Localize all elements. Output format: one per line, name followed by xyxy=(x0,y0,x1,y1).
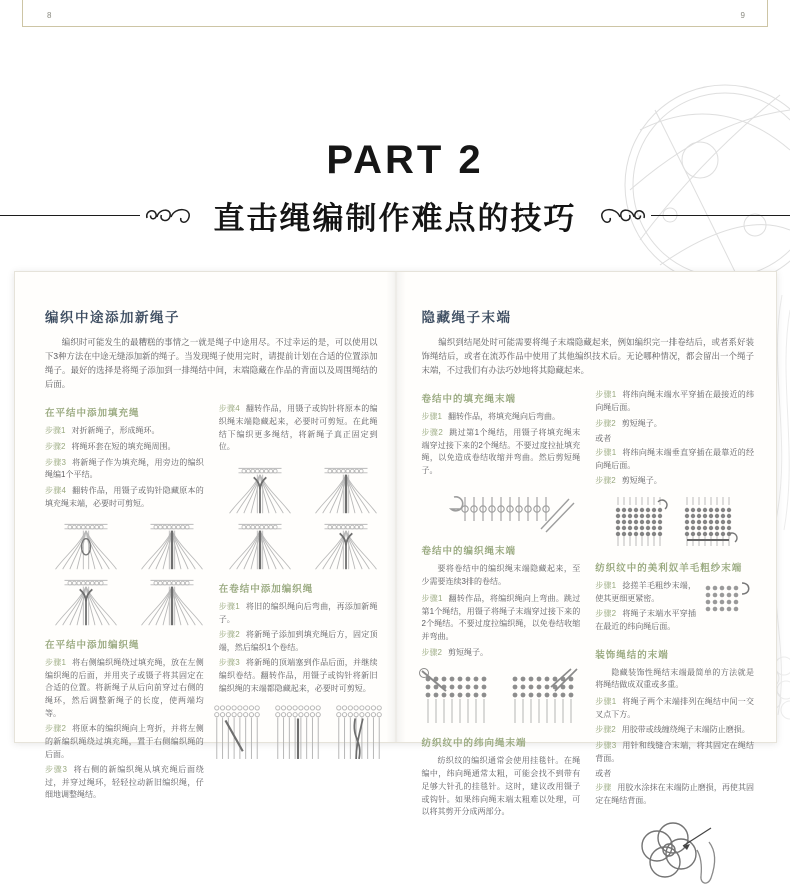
woven-square-row xyxy=(595,496,754,550)
square-knot-diagram-icon xyxy=(307,519,385,571)
step-label: 步骤4 xyxy=(219,404,240,413)
step-label: 步骤1 xyxy=(422,594,443,603)
step-item xyxy=(219,403,378,454)
scroll-flourish-icon xyxy=(595,204,647,228)
square-knot-diagram-grid xyxy=(221,463,376,571)
step-text: 用胶带或线缠绕绳子末端防止磨损。 xyxy=(622,725,750,734)
right-book-page xyxy=(396,272,777,742)
left-page-col1 xyxy=(45,403,204,805)
page-number-left: 8 xyxy=(47,11,51,20)
square-knot-diagram-icon xyxy=(307,463,385,515)
step-label: 步骤 xyxy=(595,783,611,792)
step-text: 将右侧编织绳绕过填充绳，放在左侧编织绳的后面，并用夹子或镊子将其固定在合适的位置。将新绳子从后向前穿过右侧的绳环，然后调整新绳子的长度，使两端均等。 xyxy=(45,658,204,718)
right-page-intro: 编织到结尾处时可能需要将绳子末端隐藏起来，例如编织完一排卷结后，或者系好装饰绳结后，或者在流苏作品中使用了其他编织技术后。无论哪种情况，都会留出一个绳子末端，不过我们有办法巧妙地将其隐藏起来。 xyxy=(422,335,755,377)
decorative-knot-icon xyxy=(625,875,725,892)
step-text: 剪短绳子。 xyxy=(622,419,662,428)
alternative-label: 或者 xyxy=(595,768,754,779)
step-text: 将新绳子添加到填充绳后方，固定顶端，然后编织1个卷结。 xyxy=(219,630,378,652)
step-label: 步骤4 xyxy=(45,486,66,495)
section-title: 在平结中添加填充绳 xyxy=(45,405,204,419)
step-label: 步骤2 xyxy=(219,630,240,639)
step-label: 步骤2 xyxy=(595,476,615,485)
part-title-row xyxy=(0,193,790,238)
square-knot-diagram-icon xyxy=(221,463,299,515)
step-item xyxy=(422,593,581,644)
section-note: 纺织纹的编织通常会使用挂毯针。在绳编中，纬向绳通常太粗，可能会找不到带有足够大针孔的挂毯针。这时，建议改用镊子或钩针。如果纬向绳末端太粗难以处理，可以将其剪开分成两部分。 xyxy=(422,755,581,819)
section-title: 纺织纹中的纬向绳末端 xyxy=(422,735,581,749)
step-label: 步骤3 xyxy=(595,741,616,750)
square-knot-diagram-icon xyxy=(133,575,211,627)
step-label: 步骤2 xyxy=(422,428,443,437)
photo-frame xyxy=(22,0,768,27)
step-label: 步骤1 xyxy=(595,697,616,706)
clove-hitch-panel-icon xyxy=(272,703,324,761)
right-page-columns xyxy=(422,389,755,891)
step-label: 步骤2 xyxy=(45,724,66,733)
step-item xyxy=(45,457,204,482)
clove-panel-icon xyxy=(505,667,583,725)
step-text: 对折新绳子，形成绳环。 xyxy=(71,426,159,435)
step-item xyxy=(422,647,581,660)
step-label: 步骤2 xyxy=(595,609,616,618)
page-number-right: 9 xyxy=(741,11,745,20)
step-text: 将绳子末端水平穿插在最近的纬向绳后面。 xyxy=(595,609,696,631)
hook-chain-diagram xyxy=(422,485,581,533)
alternative-label: 或者 xyxy=(595,433,754,444)
step-label: 步骤1 xyxy=(45,658,66,667)
step-item xyxy=(45,657,204,720)
section-title: 卷结中的填充绳末端 xyxy=(422,391,581,405)
step-item xyxy=(595,389,754,414)
square-knot-diagram-icon xyxy=(133,519,211,571)
step-label: 步骤1 xyxy=(595,390,616,399)
step-text: 剪短绳子。 xyxy=(448,648,488,657)
left-page-col2 xyxy=(219,403,378,805)
step-item xyxy=(422,427,581,478)
step-item xyxy=(219,629,378,654)
left-book-page xyxy=(15,272,396,742)
step-text: 翻转作品，用镊子或钩针将原本的编织绳末端隐藏起来，必要时可剪短。在此绳结下编织更多绳结，将新绳子真正固定到位。 xyxy=(219,404,378,451)
clove-hitch-panel-icon xyxy=(333,703,385,761)
scroll-flourish-icon xyxy=(144,204,196,228)
step-text: 捻搓羊毛粗纱末端，使其更细更紧密。 xyxy=(595,581,696,603)
right-page-title: 隐藏绳子末端 xyxy=(422,306,755,326)
step-text: 将新绳的顶端塞到作品后面，并继续编织卷结。翻转作品，用镊子或钩针将新旧编织绳的末端都隐藏起来，必要时可剪短。 xyxy=(219,658,378,692)
woven-square-icon xyxy=(610,496,670,550)
section-title: 在平结中添加编织绳 xyxy=(45,637,204,651)
step-item xyxy=(595,475,754,488)
step-label: 步骤1 xyxy=(595,581,616,590)
square-knot-diagram-icon xyxy=(221,519,299,571)
step-item xyxy=(595,447,754,472)
step-item xyxy=(595,782,754,807)
section-note: 要将卷结中的编织绳末端隐藏起来，至少需要连续3排的卷结。 xyxy=(422,563,581,589)
clove-hitch-panel-row xyxy=(219,703,378,761)
step-text: 剪短绳子。 xyxy=(622,476,662,485)
step-text: 将绳环套在短的填充绳周围。 xyxy=(71,442,175,451)
right-page-col2 xyxy=(595,389,754,891)
step-item xyxy=(219,657,378,695)
step-text: 翻转作品，将编织绳向上弯曲。跳过第1个绳结，用镊子将绳子末端穿过接下来的2个绳结。不要过度拉编织绳，以免卷结收缩并弯曲。 xyxy=(422,594,581,641)
step-text: 将纬向绳末端垂直穿插在最靠近的经向绳后面。 xyxy=(595,448,754,470)
part-header xyxy=(0,138,790,238)
step-item xyxy=(45,764,204,802)
left-page-title: 编织中途添加新绳子 xyxy=(45,306,378,326)
step-label: 步骤1 xyxy=(422,412,442,421)
roving-diagram-icon xyxy=(702,580,754,622)
woven-square-icon xyxy=(679,496,739,550)
step-text: 跳过第1个绳结，用镊子将填充绳末端穿过接下来的2个绳结。不要过度拉扯填充绳，以免造成卷结收缩并弯曲。然后剪短绳子。 xyxy=(422,428,581,475)
right-page-col1 xyxy=(422,389,581,891)
step-text: 将右侧的新编织绳从填充绳后面绕过，并穿过绳环，轻轻拉动新旧编织绳，仔细地调整绳结。 xyxy=(45,765,204,799)
step-text: 将新绳子作为填充绳，用旁边的编织绳编1个平结。 xyxy=(45,458,204,480)
step-text: 将原本的编织绳向上弯折，并将左侧的新编织绳绕过填充绳，置于右侧编织绳的后面。 xyxy=(45,724,204,758)
decorative-knot-diagram xyxy=(595,816,754,888)
step-item xyxy=(45,485,204,510)
section-title: 装饰绳结的末端 xyxy=(595,647,754,661)
step-item xyxy=(595,740,754,765)
step-item xyxy=(595,724,754,737)
step-item xyxy=(45,723,204,761)
step-text: 将纬向绳末端水平穿插在最接近的纬向绳后面。 xyxy=(595,390,754,412)
section-title: 卷结中的编织绳末端 xyxy=(422,543,581,557)
step-label: 步骤1 xyxy=(45,426,65,435)
square-knot-diagram-icon xyxy=(47,575,125,627)
step-text: 将绳子两个末端排列在绳结中间一交叉点下方。 xyxy=(595,697,754,719)
section-title: 在卷结中添加编织绳 xyxy=(219,581,378,595)
section-title: 纺织纹中的美利奴羊毛粗纱末端 xyxy=(595,560,754,574)
step-label: 步骤2 xyxy=(422,648,442,657)
step-item xyxy=(422,411,581,424)
square-knot-diagram-icon xyxy=(47,519,125,571)
step-text: 翻转作品，将填充绳向后弯曲。 xyxy=(448,412,560,421)
clove-panel-row xyxy=(422,667,581,725)
step-text: 翻转作品，用镊子或钩针隐藏原本的填充绳末端，必要时可剪短。 xyxy=(45,486,204,508)
clove-hitch-panel-icon xyxy=(211,703,263,761)
step-label: 步骤3 xyxy=(219,658,240,667)
part-label: PART 2 xyxy=(0,138,790,183)
step-item xyxy=(45,425,204,438)
step-item xyxy=(595,696,754,721)
step-item xyxy=(595,418,754,431)
step-item xyxy=(45,441,204,454)
step-label: 步骤2 xyxy=(595,419,615,428)
step-label: 步骤3 xyxy=(45,458,66,467)
divider-rule-right xyxy=(651,215,790,216)
left-page-columns xyxy=(45,403,378,805)
step-label: 步骤2 xyxy=(595,725,615,734)
square-knot-diagram-grid xyxy=(47,519,202,627)
step-label: 步骤1 xyxy=(219,602,240,611)
divider-rule-left xyxy=(0,215,140,216)
book-spread xyxy=(14,271,777,743)
hook-chain-diagram-icon xyxy=(425,520,577,537)
step-label: 步骤2 xyxy=(45,442,65,451)
left-page-intro: 编织时可能发生的最糟糕的事情之一就是绳子中途用尽。不过幸运的是，可以使用以下3种方法在中途无缝添加新的绳子。当发现绳子使用完时，请提前计划在合适的位置添加绳子。最好的选择是将绳子添加到一排绳结中间，末端隐藏在作品的背面以及周围绳结的后面。 xyxy=(45,335,378,391)
step-item xyxy=(219,601,378,626)
step-label: 步骤1 xyxy=(595,448,616,457)
step-text: 用胶水涂抹在末端防止磨损，再使其固定在绳结背面。 xyxy=(595,783,754,805)
step-text: 用针和线缝合末端，将其固定在绳结背面。 xyxy=(595,741,754,763)
step-text: 将旧的编织绳向后弯曲，再添加新绳子。 xyxy=(219,602,378,624)
clove-panel-icon xyxy=(418,667,496,725)
part-title: 直击绳编制作难点的技巧 xyxy=(214,193,577,238)
step-label: 步骤3 xyxy=(45,765,67,774)
section-note: 隐藏装饰性绳结末端最简单的方法就是将绳结做成双重或多重。 xyxy=(595,667,754,693)
